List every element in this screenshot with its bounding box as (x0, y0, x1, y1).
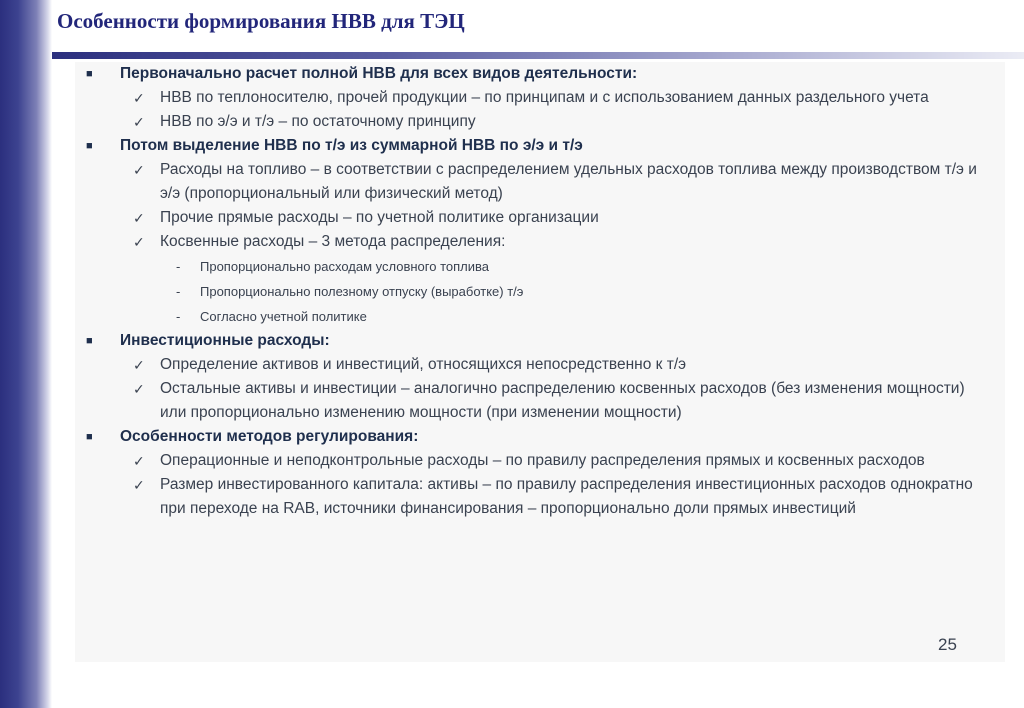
check-item-text: Косвенные расходы – 3 метода распределения: (160, 233, 506, 250)
check-item (75, 353, 1005, 377)
check-item (75, 86, 1005, 110)
dash-item (75, 254, 1005, 279)
check-item-text: НВВ по э/э и т/э – по остаточному принципу (160, 113, 476, 130)
check-item (75, 377, 1005, 425)
checkmark-icon: ✓ (133, 90, 145, 106)
square-bullet-icon: ■ (86, 431, 93, 443)
checkmark-icon: ✓ (133, 162, 145, 178)
dash-item (75, 304, 1005, 329)
title-underline-bar (52, 52, 1024, 59)
check-item-text: Остальные активы и инвестиции – аналогично распределению косвенных расходов (без изменения мощности) или пропорционально изменению мощности (при изменении мощности) (160, 380, 965, 421)
check-item (75, 158, 1005, 206)
check-item (75, 449, 1005, 473)
check-item-text: Определение активов и инвестиций, относящихся непосредственно к т/э (160, 356, 687, 373)
bullet-text: Особенности методов регулирования: (120, 428, 419, 445)
check-item (75, 473, 1005, 521)
square-bullet-icon: ■ (86, 140, 93, 152)
checkmark-icon: ✓ (133, 477, 145, 493)
dash-item (75, 279, 1005, 304)
slide-title: Особенности формирования НВВ для ТЭЦ (57, 9, 465, 33)
checkmark-icon: ✓ (133, 114, 145, 130)
checkmark-icon: ✓ (133, 453, 145, 469)
dash-bullet-icon: - (176, 284, 181, 299)
bullet-item (75, 329, 1005, 353)
check-item (75, 110, 1005, 134)
dash-bullet-icon: - (176, 309, 181, 324)
check-item (75, 206, 1005, 230)
bullet-text: Инвестиционные расходы: (120, 332, 330, 349)
check-item-text: Расходы на топливо – в соответствии с распределением удельных расходов топлива между производством т/э и э/э (пропорциональный или физический метод) (160, 161, 977, 202)
check-item-text: НВВ по теплоносителю, прочей продукции – по принципам и с использованием данных раздельного учета (160, 89, 929, 106)
bullet-item (75, 425, 1005, 449)
slide-content-area (75, 62, 1005, 662)
square-bullet-icon: ■ (86, 68, 93, 80)
dash-item-text: Согласно учетной политике (200, 309, 367, 324)
checkmark-icon: ✓ (133, 210, 145, 226)
check-item (75, 230, 1005, 254)
checkmark-icon: ✓ (133, 357, 145, 373)
check-item-text: Операционные и неподконтрольные расходы – по правилу распределения прямых и косвенных расходов (160, 452, 925, 469)
bullet-text: Первоначально расчет полной НВВ для всех видов деятельности: (120, 65, 638, 82)
dash-item-text: Пропорционально полезному отпуску (выработке) т/э (200, 284, 524, 299)
bullet-text: Потом выделение НВВ по т/э из суммарной НВВ по э/э и т/э (120, 137, 583, 154)
checkmark-icon: ✓ (133, 381, 145, 397)
dash-bullet-icon: - (176, 259, 181, 274)
check-item-text: Размер инвестированного капитала: активы – по правилу распределения инвестиционных расходов однократно при переходе на RAB, источники финансирования – пропорционально доли прямых инвестиций (160, 476, 973, 517)
side-gradient-band (0, 0, 52, 708)
square-bullet-icon: ■ (86, 335, 93, 347)
bullet-outline (75, 62, 1005, 521)
page-number: 25 (938, 635, 957, 654)
dash-item-text: Пропорционально расходам условного топлива (200, 259, 489, 274)
bullet-item (75, 134, 1005, 158)
bullet-item (75, 62, 1005, 86)
checkmark-icon: ✓ (133, 234, 145, 250)
check-item-text: Прочие прямые расходы – по учетной политике организации (160, 209, 599, 226)
